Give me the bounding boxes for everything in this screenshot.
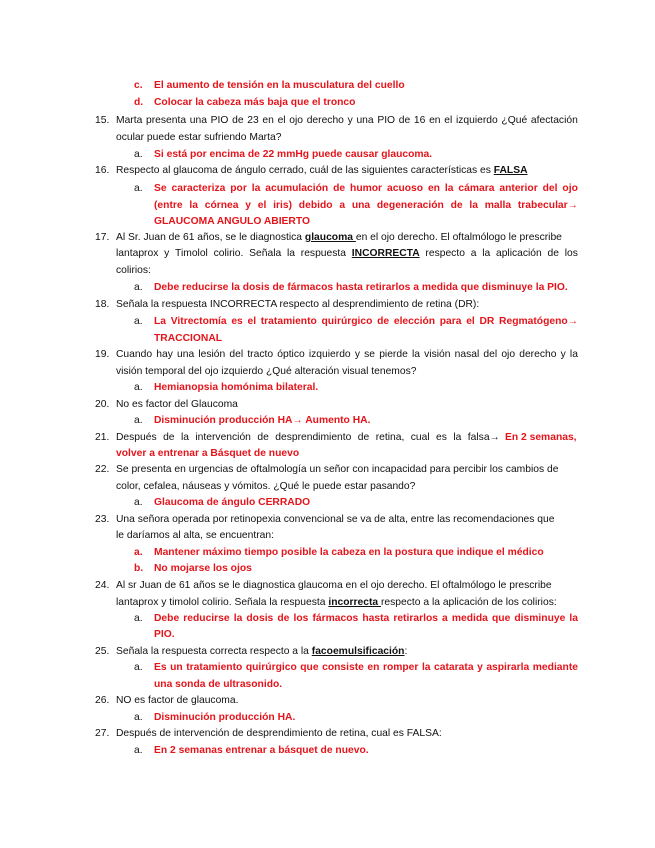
word: trabecular→ [517, 200, 578, 211]
word: ojo [289, 115, 304, 126]
word: los [293, 613, 309, 624]
question-line: Después de intervención de desprendimiento de retina, cual es FALSA: [116, 728, 442, 739]
option-label: b. [134, 563, 144, 574]
option-label: a. [134, 149, 143, 160]
word: Debe [154, 613, 180, 624]
word: Timolol [175, 248, 208, 259]
word: elección [393, 316, 436, 327]
question-line: visión temporal del ojo izquierdo ¿Qué alteración visual tenemos? [116, 366, 417, 377]
option-label: a. [134, 745, 143, 756]
word: de [547, 248, 559, 259]
option-label: c. [134, 80, 143, 91]
word: por [230, 183, 247, 194]
word: que [300, 662, 319, 673]
word: nasal [454, 349, 480, 360]
answer-text: volver a entrenar a Básquet de nuevo [116, 448, 300, 459]
question-number: 23. [95, 514, 110, 525]
word: de [450, 200, 463, 211]
question-line: Al sr Juan de 61 años se le diagnostica glaucoma en el ojo derecho. El oftalmólogo le prescribe [116, 580, 552, 591]
word: la [189, 200, 198, 211]
word: la [421, 662, 431, 673]
word: iris) [273, 200, 293, 211]
word: en [367, 662, 380, 673]
word: de [398, 115, 411, 126]
word: es [436, 432, 447, 443]
answer-text: Colocar la cabeza más baja que el tronco [154, 97, 356, 108]
word: acuoso [386, 183, 424, 194]
word: para [439, 316, 462, 327]
word: catarata [434, 662, 474, 673]
word: presenta [146, 115, 187, 126]
word: Cuando [116, 349, 153, 360]
word: aspirarla [486, 662, 530, 673]
question-number: 26. [95, 695, 110, 706]
option-label: a. [134, 547, 143, 558]
option-label: a. [134, 382, 143, 393]
word: reducirse [183, 613, 230, 624]
word: la [569, 349, 578, 360]
word: el [277, 115, 286, 126]
word: un [170, 662, 183, 673]
question-line: color, cefalea, náuseas y vómitos. ¿Qué le puede estar pasando? [116, 481, 416, 492]
word: izquierdo [455, 115, 498, 126]
answer-line: GLAUCOMA ANGULO ABIERTO [154, 216, 310, 227]
word: fármacos [312, 613, 359, 624]
question-number: 25. [95, 646, 110, 657]
word: desprendimiento [275, 432, 352, 443]
word: lesión [198, 349, 226, 360]
word: del [483, 349, 498, 360]
word: (entre [154, 200, 183, 211]
question-line: le daríamos al alta, se encuentran: [116, 530, 274, 541]
word: cámara [458, 183, 495, 194]
question-line [116, 247, 578, 260]
word: que [492, 613, 511, 624]
word: Se [154, 183, 167, 194]
word: el [257, 200, 267, 211]
question-line: lantaprox y timolol colirio. Señala la respuesta incorrecta respecto a la aplicación de los colirios: [116, 597, 557, 608]
word: del [229, 349, 244, 360]
word: el [444, 115, 453, 126]
word: y [354, 349, 360, 360]
emphasis-keyword: facoemulsificación [311, 646, 405, 657]
word: 16 [413, 115, 426, 126]
question-number: 20. [95, 399, 110, 410]
word: y [477, 662, 483, 673]
question-number: 19. [95, 349, 110, 360]
question-line: Se presenta en urgencias de oftalmología un señor con incapacidad para percibir los cambios de [116, 464, 559, 475]
word: en [429, 115, 441, 126]
word: córnea [204, 200, 239, 211]
word: en [427, 183, 440, 194]
word: falsa→ [467, 432, 500, 443]
word: la [411, 349, 420, 360]
word: Señala [249, 248, 282, 259]
word: de [277, 613, 290, 624]
word: quirúrgico [245, 662, 297, 673]
word: visión [424, 349, 451, 360]
word: es [231, 316, 243, 327]
question-number: 21. [95, 432, 110, 443]
word: la [569, 613, 578, 624]
emphasis-keyword: INCORRECTA [351, 248, 420, 259]
answer-line [154, 182, 578, 195]
word: del [542, 183, 558, 194]
word: dosis [246, 613, 274, 624]
word: la [469, 200, 478, 211]
option-label: a. [134, 497, 143, 508]
question-line: Señala la respuesta correcta respecto a la facoemulsificación: [116, 646, 408, 657]
word: y [560, 349, 566, 360]
word: 23 [247, 115, 259, 126]
word: pierde [379, 349, 408, 360]
question-number: 27. [95, 728, 110, 739]
word: en [262, 115, 274, 126]
word: y [347, 115, 353, 126]
emphasis-keyword: incorrecta [328, 597, 381, 608]
answer-text: Hemianopsia homónima bilateral. [154, 382, 319, 393]
question-line: NO es factor de glaucoma. [116, 695, 239, 706]
word: Marta [116, 115, 143, 126]
answer-line [154, 661, 578, 674]
word: PIO [377, 115, 396, 126]
question-number: 17. [95, 232, 110, 243]
word: derecho [519, 349, 557, 360]
option-label: a. [134, 183, 143, 194]
word: hasta [362, 613, 390, 624]
word: mediante [532, 662, 578, 673]
question-line: No es factor del Glaucoma [116, 399, 238, 410]
word: tratamiento [186, 662, 243, 673]
option-label: a. [134, 282, 143, 293]
question-line [116, 431, 500, 444]
question-number: 24. [95, 580, 110, 591]
word: retirarlos [393, 613, 438, 624]
question-line: Una señora operada por retinopexia convencional se va de alta, entre las recomendaciones que [116, 514, 555, 525]
word: medida [451, 613, 488, 624]
answer-text: El aumento de tensión en la musculatura del cuello [154, 80, 405, 91]
question-number: 22. [95, 464, 110, 475]
word: aplicación [495, 248, 542, 259]
word: cual [410, 432, 430, 443]
word: disminuye [514, 613, 566, 624]
word: y [164, 248, 170, 259]
word: consiste [322, 662, 364, 673]
answer-text: Si está por encima de 22 mmHg puede causar glaucoma. [154, 149, 433, 160]
word: el [466, 316, 475, 327]
word: una [177, 349, 195, 360]
word: la [233, 613, 243, 624]
word: óptico [277, 349, 305, 360]
option-label: d. [134, 97, 144, 108]
answer-text: Mantener máximo tiempo posible la cabeza en la postura que indique el médico [154, 547, 544, 558]
emphasis-keyword: FALSA [493, 165, 528, 176]
word: una [356, 115, 374, 126]
word: de [163, 432, 175, 443]
word: a [339, 200, 346, 211]
word: de [232, 115, 244, 126]
word: una [351, 200, 371, 211]
word: intervención [195, 432, 251, 443]
word: la [482, 248, 491, 259]
answer-text: Disminución producción HA. [154, 712, 296, 723]
word: a [442, 613, 448, 624]
word: debido [298, 200, 333, 211]
option-label: a. [134, 316, 143, 327]
word: de [257, 432, 269, 443]
word: a [470, 248, 477, 259]
question-line: colirios: [116, 265, 151, 276]
question-line: Al Sr. Juan de 61 años, se le diagnostica glaucoma en el ojo derecho. El oftalmólogo le prescribe [116, 232, 562, 243]
answer-text: En 2 semanas, [505, 432, 577, 443]
word: tratamiento [260, 316, 317, 327]
word: la [286, 248, 295, 259]
word: afectación [530, 115, 578, 126]
word: tracto [247, 349, 274, 360]
question-line: ocular puede estar sufriendo Marta? [116, 132, 282, 143]
answer-line: una sonda de ultrasonido. [154, 679, 283, 690]
word: romper [382, 662, 419, 673]
answer-line: TRACCIONAL [154, 333, 223, 344]
word: La [154, 316, 167, 327]
word: ojo [501, 349, 516, 360]
question-line: Señala la respuesta INCORRECTA respecto al desprendimiento de retina (DR): [116, 299, 480, 310]
word: humor [350, 183, 383, 194]
word: la [251, 183, 261, 194]
answer-text: Debe reducirse la dosis de fármacos hasta retirarlos a medida que disminuye la PIO. [154, 282, 568, 293]
option-label: a. [134, 712, 143, 723]
answer-line [154, 199, 578, 212]
word: degeneración [376, 200, 444, 211]
word: DR [479, 316, 495, 327]
word: izquierdo [308, 349, 351, 360]
word: de [357, 432, 370, 443]
option-label: a. [134, 415, 143, 426]
word: se [364, 349, 376, 360]
option-label: a. [134, 613, 143, 624]
word: PIO [210, 115, 229, 126]
word: Es [154, 662, 167, 673]
word: el [247, 316, 257, 327]
word: una [189, 115, 207, 126]
word: la [444, 183, 454, 194]
question-number: 16. [95, 165, 110, 176]
word: de [333, 183, 346, 194]
question-number: 15. [95, 115, 110, 126]
word: de [377, 316, 390, 327]
word: ojo [562, 183, 578, 194]
word: quirúrgico [321, 316, 373, 327]
question-line: Respecto al glaucoma de ángulo cerrado, cuál de las siguientes características es FALSA [116, 165, 528, 176]
word: Regmatógeno→ [499, 316, 578, 327]
answer-line: PIO. [154, 629, 175, 640]
answer-text: En 2 semanas entrenar a básquet de nuevo. [154, 745, 369, 756]
word: respuesta [300, 248, 346, 259]
word: acumulación [265, 183, 329, 194]
answer-text: Disminución producción HA→ Aumento HA. [154, 415, 371, 426]
word: caracteriza [171, 183, 226, 194]
option-label: a. [134, 662, 143, 673]
word: la [453, 432, 462, 443]
word: malla [484, 200, 512, 211]
word: derecho [306, 115, 344, 126]
word: la [180, 432, 189, 443]
question-line [116, 348, 578, 361]
emphasis-keyword: glaucoma [304, 232, 356, 243]
question-number: 18. [95, 299, 110, 310]
word: Después [116, 432, 157, 443]
word: ¿Qué [501, 115, 528, 126]
word: retina, [375, 432, 405, 443]
word: anterior [499, 183, 538, 194]
answer-line [154, 315, 578, 328]
question-line [116, 114, 578, 127]
answer-text: No mojarse los ojos [154, 563, 252, 574]
word: los [564, 248, 578, 259]
answer-line [154, 612, 578, 625]
word: lantaprox [116, 248, 159, 259]
word: y [245, 200, 252, 211]
word: hay [156, 349, 173, 360]
word: respecto [425, 248, 465, 259]
word: colirio. [213, 248, 244, 259]
answer-text: Glaucoma de ángulo CERRADO [154, 497, 311, 508]
word: Vitrectomía [170, 316, 227, 327]
